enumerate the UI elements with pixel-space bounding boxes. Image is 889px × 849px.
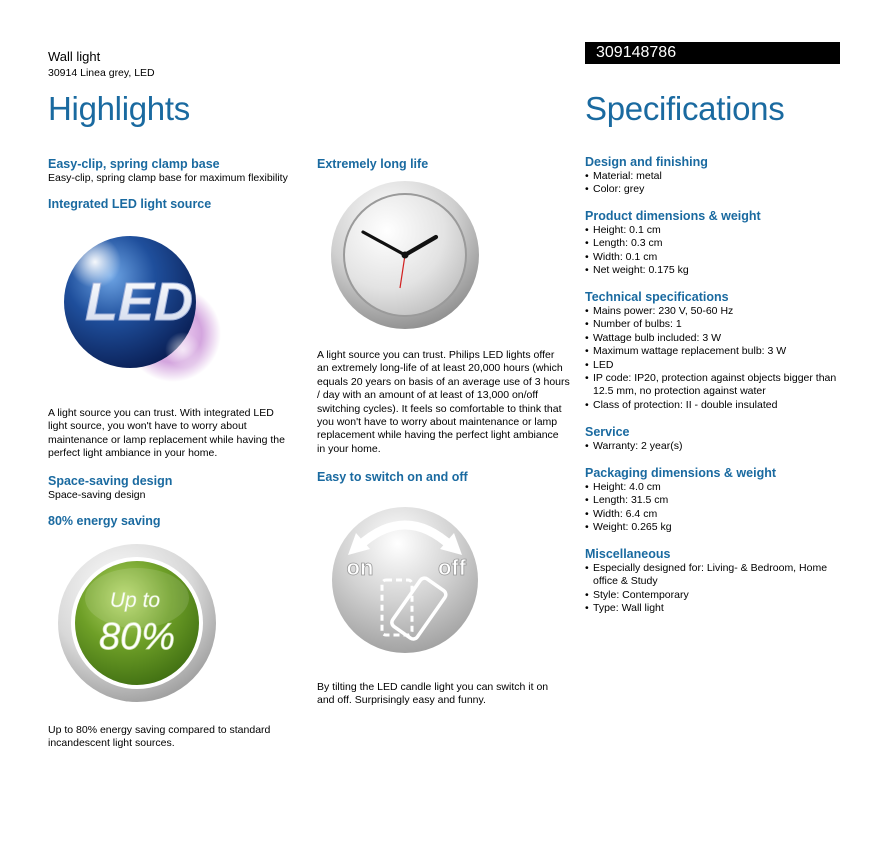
product-code-bar: 309148786 [585,42,840,64]
spec-heading: Product dimensions & weight [585,209,761,223]
highlight-heading: Easy to switch on and off [317,470,468,484]
spec-item: • Width: 6.4 cm [585,508,845,521]
highlight-switch [317,470,577,485]
highlight-space-saving [48,474,308,502]
spec-packaging [585,466,845,535]
text-line: Up to 80% energy saving compared to standard [48,724,271,736]
spec-item: • Number of bulbs: 1 [585,318,845,331]
text-line: A light source you can trust. With integrated LED [48,407,274,419]
spec-item: • Height: 4.0 cm [585,481,845,494]
on-label: on [346,555,374,580]
led-image [55,222,225,387]
spec-heading: Packaging dimensions & weight [585,466,777,480]
highlight-long-life-text [317,349,579,456]
spec-design [585,155,845,197]
spec-item: • Especially designed for: Living- & Bedroom, Home office & Study [585,562,845,589]
highlight-energy [48,514,308,529]
spec-list [585,562,845,616]
spec-item: • Type: Wall light [585,602,845,615]
highlight-heading: Space-saving design [48,474,173,488]
spec-item: • IP code: IP20, protection against objects bigger than 12.5 mm, no protection against water [585,372,845,399]
spec-list [585,305,845,412]
led-image-label: LED [85,272,193,332]
highlight-easy-clip [48,157,308,185]
spec-heading: Miscellaneous [585,547,671,561]
highlight-heading: Easy-clip, spring clamp base [48,157,220,171]
highlight-heading: Integrated LED light source [48,197,212,211]
spec-item: • Mains power: 230 V, 50-60 Hz [585,305,845,318]
energy-image-label-1: Up to [109,589,161,612]
spec-heading: Design and finishing [585,155,708,169]
product-title: Wall light [48,49,101,64]
spec-item: • LED [585,359,845,372]
text-line: in your home. [317,442,381,455]
highlight-heading: Extremely long life [317,157,429,171]
text-line: an extremely long-life of at least 20,000 hours (which [317,362,563,375]
spec-item: • Length: 0.3 cm [585,237,845,250]
spec-item: • Style: Contemporary [585,589,845,602]
spec-heading: Technical specifications [585,290,729,304]
spec-item: • Length: 31.5 cm [585,494,845,507]
energy-image-label-2: 80% [98,616,176,658]
highlight-switch-text [317,681,579,708]
spec-item: • Warranty: 2 year(s) [585,440,845,453]
spec-item: • Width: 0.1 cm [585,251,845,264]
spec-list [585,224,845,278]
spec-item: • Material: metal [585,170,845,183]
spec-item: • Class of protection: II - double insulated [585,399,845,412]
spec-item: • Height: 0.1 cm [585,224,845,237]
specifications-title: Specifications [585,90,785,127]
spec-item: • Color: grey [585,183,845,196]
highlight-led [48,197,308,212]
highlight-text: Easy-clip, spring clamp base for maximum flexibility [48,172,288,184]
off-label: off [437,555,467,580]
text-line: equals 20 years on basis of an average use of 3 hours [317,375,570,388]
spec-heading: Service [585,425,630,439]
spec-list [585,440,845,453]
text-line: maintenance or lamp replacement while having the [48,433,285,446]
spec-item: • Maximum wattage replacement bulb: 3 W [585,345,845,358]
highlight-long-life [317,157,577,172]
highlight-led-text [48,407,308,461]
spec-product-dimensions [585,209,845,278]
text-line: By tilting the LED candle light you can switch it on [317,681,549,693]
highlight-text: Space-saving design [48,489,146,501]
product-subtitle: 30914 Linea grey, LED [48,67,155,79]
energy-saving-image [57,543,217,703]
text-line: perfect light ambiance in your home. [48,447,218,460]
spec-list [585,170,845,197]
text-line: A light source you can trust. Philips LED lights offer [317,349,555,361]
highlight-heading: 80% energy saving [48,514,161,528]
text-line: replacement while having the perfect light ambiance [317,429,559,442]
text-line: / day with an amount of at least of 13,000 on/off [317,389,539,402]
text-line: switching cycles). It feels so comfortable to think that [317,402,562,415]
highlight-energy-text [48,724,308,751]
text-line: incandescent light sources. [48,737,175,750]
clock-image [330,180,480,330]
spec-item: • Weight: 0.265 kg [585,521,845,534]
text-line: light source, you won't have to worry about [48,420,247,433]
on-off-image [330,505,480,655]
text-line: and off. Surprisingly easy and funny. [317,694,486,707]
spec-technical [585,290,845,412]
spec-item: • Net weight: 0.175 kg [585,264,845,277]
highlights-title: Highlights [48,90,190,127]
spec-miscellaneous [585,547,845,616]
spec-list [585,481,845,535]
text-line: you won't have to worry about maintenance or lamp [317,416,558,429]
spec-item: • Wattage bulb included: 3 W [585,332,845,345]
spec-service [585,425,845,453]
